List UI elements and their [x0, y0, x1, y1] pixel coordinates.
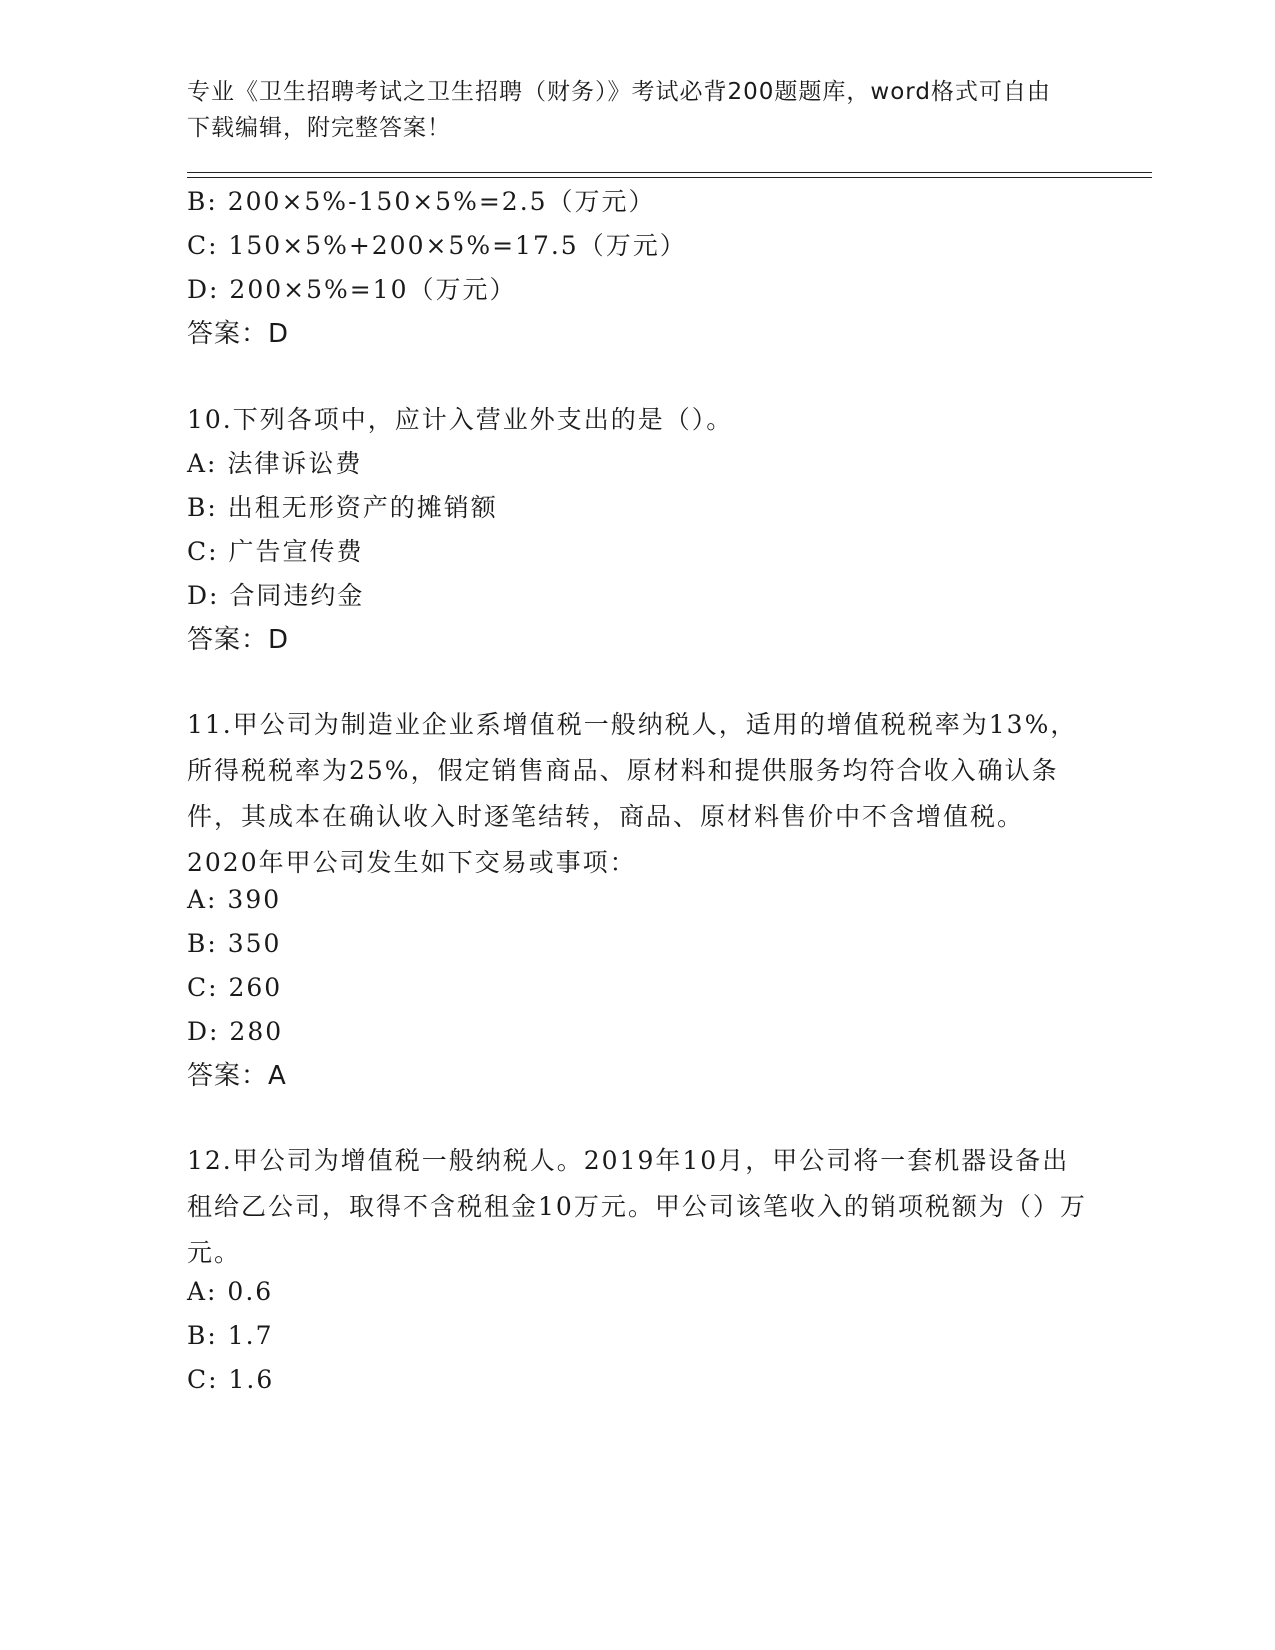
- document-header: 专业《卫生招聘考试之卫生招聘（财务）》考试必背200题题库，word格式可自由下载编辑，附完整答案！: [187, 79, 1051, 141]
- q10-stem: 10.下列各项中，应计入营业外支出的是（）。: [187, 405, 734, 434]
- q11-option-b: B: 350: [187, 929, 282, 958]
- q9-option-b: B: 200×5%-150×5%=2.5（万元）: [187, 187, 656, 216]
- q9-option-c: C: 150×5%+200×5%=17.5（万元）: [187, 231, 687, 260]
- q10-option-d: D: 合同违约金: [187, 581, 365, 610]
- q10-answer: 答案：D: [187, 625, 290, 655]
- q12-option-b: B: 1.7: [187, 1321, 274, 1350]
- q11-answer: 答案：A: [187, 1061, 287, 1091]
- header-divider-top: [187, 172, 1152, 173]
- q11-option-a: A: 390: [187, 885, 282, 914]
- q12-option-c: C: 1.6: [187, 1365, 275, 1394]
- q10-option-b: B: 出租无形资产的摊销额: [187, 493, 498, 522]
- q9-answer: 答案：D: [187, 319, 290, 349]
- q10-option-a: A: 法律诉讼费: [187, 449, 363, 478]
- q11-option-d: D: 280: [187, 1017, 284, 1046]
- q9-option-d: D: 200×5%=10（万元）: [187, 275, 517, 304]
- q12-option-a: A: 0.6: [187, 1277, 274, 1306]
- q10-option-c: C: 广告宣传费: [187, 537, 364, 566]
- q12-stem: 12.甲公司为增值税一般纳税人。2019年10月，甲公司将一套机器设备出租给乙公司，取得不含税租金10万元。甲公司该笔收入的销项税额为（）万元。: [187, 1146, 1087, 1267]
- q11-stem: 11.甲公司为制造业企业系增值税一般纳税人，适用的增值税税率为13%，所得税税率为25%，假定销售商品、原材料和提供服务均符合收入确认条件，其成本在确认收入时逐笔结转，商品、原材料售价中不含增值税。2020年甲公司发生如下交易或事项：: [187, 710, 1078, 877]
- q11-option-c: C: 260: [187, 973, 283, 1002]
- header-divider-bottom: [187, 177, 1152, 178]
